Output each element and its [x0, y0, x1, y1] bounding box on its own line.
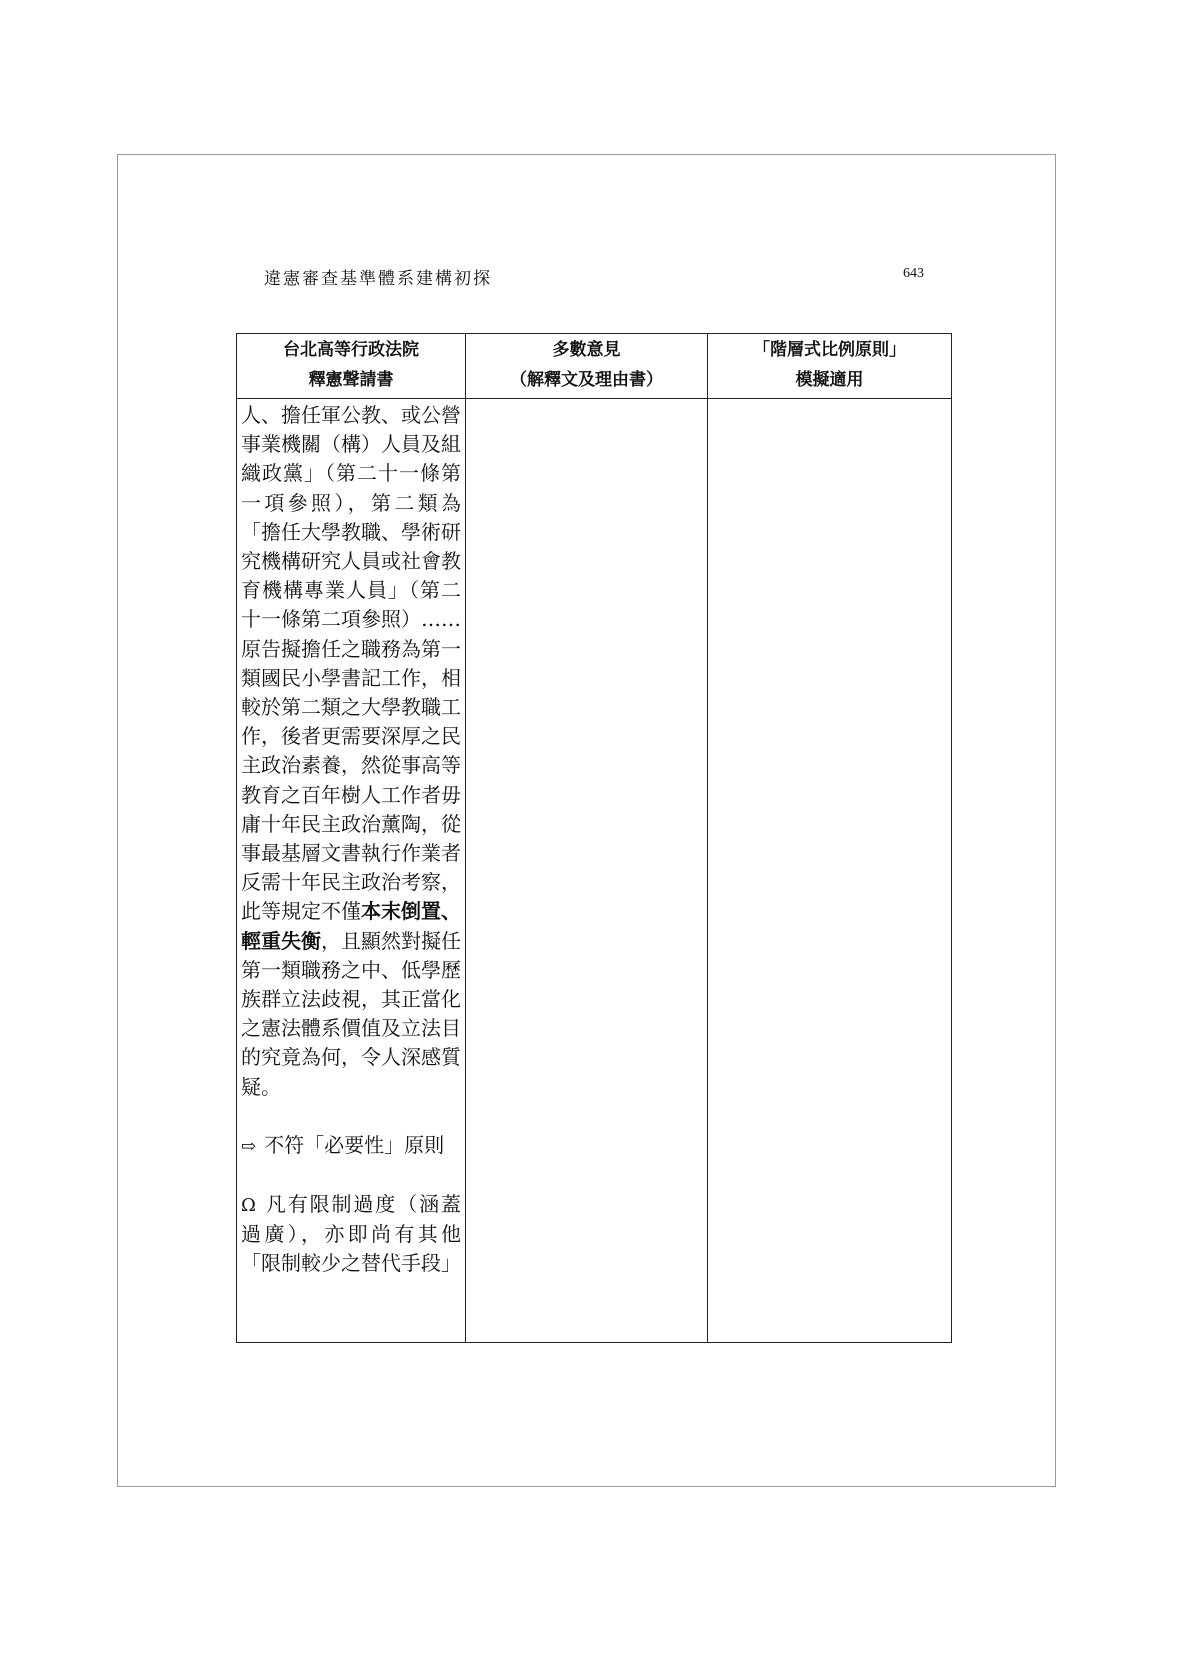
page-number: 643: [903, 266, 924, 281]
column-header-majority-opinion: [466, 334, 708, 399]
arrow-icon: ⇨: [241, 1135, 257, 1157]
spacer: [241, 1161, 461, 1190]
table-row: [237, 399, 952, 1343]
comparison-table: [236, 333, 952, 1343]
table-header-row: [237, 334, 952, 399]
omega-icon: Ω: [241, 1195, 256, 1217]
column-header-petition: [237, 334, 466, 399]
column-header-line: 多數意見: [552, 340, 621, 360]
paragraph-text: ，且顯然對擬任第一類職務之中、低學歷族群立法歧視，其正當化之憲法體系價值及立法目的究竟為何，令人深感質疑。: [241, 928, 461, 1099]
criterion-item: [241, 1190, 461, 1279]
cell-petition-text: [237, 399, 466, 1343]
column-header-line: （解釋文及理由書）: [510, 370, 663, 390]
column-header-line: 「階層式比例原則」: [753, 340, 906, 360]
column-header-line: 釋憲聲請書: [308, 370, 394, 390]
cell-hierarchical-proportionality: [708, 399, 952, 1343]
column-header-line: 模擬適用: [795, 370, 864, 390]
cell-majority-opinion: [466, 399, 708, 1343]
petition-paragraph: [241, 401, 461, 1102]
column-header-hierarchical-proportionality: [708, 334, 952, 399]
paragraph-text: 人、擔任軍公教、或公營事業機關（構）人員及組織政黨」（第二十一條第一項參照），第二類為「擔任大學教職、學術研究機構研究人員或社會教育機構專業人員」（第二十一條第二項參照）……原告擬擔任之職務為第一類國民小學書記工作，相較於第二類之大學教職工作，後者更需要深厚之民主政治素養，然從事高等教育之百年樹人工作者毋庸十年民主政治薰陶，從事最基層文書執行作業者反需十年民主政治考察，此等規定不僅: [241, 403, 461, 924]
conclusion-text: 不符「必要性」原則: [264, 1132, 445, 1157]
criterion-text: 凡有限制過度（涵蓋過廣），亦即尚有其他「限制較少之替代手段」: [241, 1192, 461, 1276]
conclusion-item: [241, 1131, 461, 1161]
column-header-line: 台北高等行政法院: [283, 340, 419, 360]
emphasized-text: 本末倒置、輕重失衡: [241, 899, 461, 953]
spacer: [241, 1102, 461, 1131]
running-title: 違憲審查基準體系建構初探: [264, 269, 492, 289]
